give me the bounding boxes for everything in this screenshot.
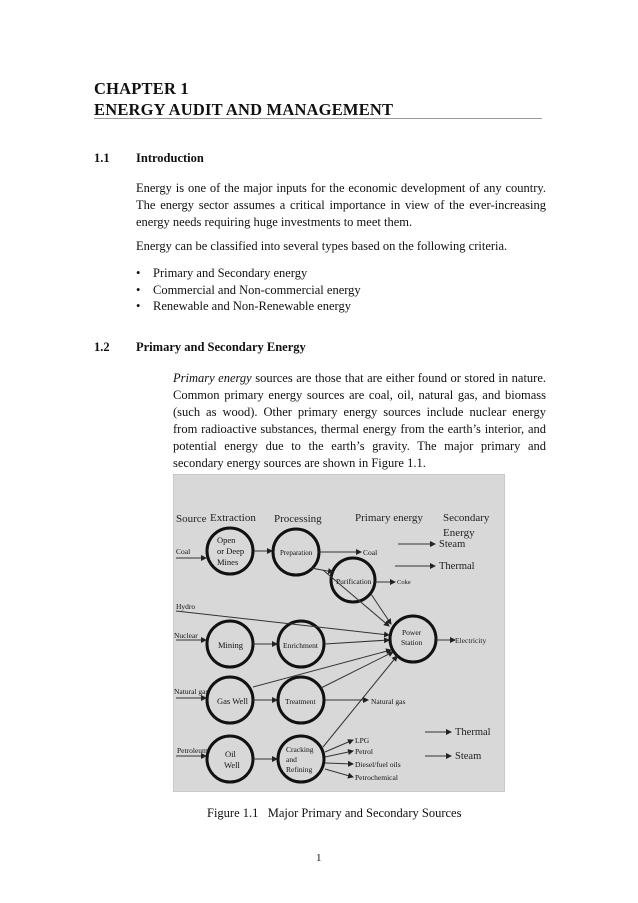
- label-purification: Purification: [336, 577, 372, 586]
- section-number: 1.1: [94, 151, 110, 165]
- source-petroleum: Petroleum: [177, 746, 208, 755]
- criteria-paragraph: Energy can be classified into several types based on the following criteria.: [136, 239, 508, 253]
- label-power: Power: [402, 628, 422, 637]
- energy-sources-figure: [173, 474, 505, 792]
- source-natural-gas: Natural gas: [174, 687, 209, 696]
- label-open: Open: [217, 535, 236, 545]
- list-item: • Commercial and Non-commercial energy: [136, 282, 361, 297]
- secondary-electricity: Electricity: [455, 636, 487, 645]
- figure-caption: Figure 1.1 Major Primary and Secondary Sources: [207, 806, 462, 820]
- primary-energy-paragraph: Primary energy sources are those that are either found or stored in nature. Common primary energy sources are coal, oil, natural gas, and biomass (such as wood). Other primary energy sources include nuclear energy from radioactive substances, thermal energy from the earth’s interior, and potential energy due to the earth’s gravity. The major primary and secondary energy sources are shown in Figure 1.1.: [173, 371, 546, 470]
- header-source: Source: [176, 513, 207, 525]
- source-hydro: Hydro: [176, 602, 196, 611]
- chapter-number: CHAPTER 1: [94, 79, 189, 98]
- label-preparation: Preparation: [280, 549, 313, 557]
- output-petrochemical: Petrochemical: [355, 773, 398, 782]
- secondary-thermal-2: Thermal: [455, 727, 491, 738]
- criteria-list: [136, 265, 361, 315]
- energy-flow-diagram: [173, 474, 505, 792]
- secondary-steam: Steam: [439, 539, 466, 550]
- secondary-steam-2: Steam: [455, 751, 482, 762]
- header-extraction: Extraction: [210, 512, 256, 524]
- output-petrol: Petrol: [355, 747, 373, 756]
- list-item: • Primary and Secondary energy: [136, 266, 308, 280]
- label-mines: Mines: [217, 557, 239, 567]
- label-cracking: Cracking: [286, 745, 314, 754]
- section-heading: Primary and Secondary Energy: [136, 340, 306, 354]
- label-treatment: Treatment: [285, 697, 316, 706]
- output-diesel: Diesel/fuel oils: [355, 760, 401, 769]
- label-and: and: [286, 755, 297, 764]
- header-secondary: Secondary: [443, 512, 490, 524]
- page-number: 1: [316, 852, 322, 864]
- output-lpg: LPG: [355, 736, 370, 745]
- label-gas-well: Gas Well: [217, 696, 249, 706]
- label-refining: Refining: [286, 765, 313, 774]
- header-processing: Processing: [274, 513, 322, 525]
- output-coke: Coke: [397, 579, 411, 586]
- term-primary-energy: Primary energy: [173, 371, 252, 385]
- label-station: Station: [401, 638, 423, 647]
- chapter-title: [94, 78, 393, 120]
- source-nuclear: Nuclear: [174, 631, 198, 640]
- title-divider: [94, 118, 542, 119]
- chapter-name: ENERGY AUDIT AND MANAGEMENT: [94, 100, 394, 119]
- list-item: • Renewable and Non-Renewable energy: [136, 299, 351, 313]
- label-oil: Oil: [225, 749, 236, 759]
- header-primary-energy: Primary energy: [355, 512, 423, 524]
- output-coal: Coal: [363, 548, 378, 557]
- label-mining: Mining: [218, 640, 244, 650]
- label-or-deep: or Deep: [217, 546, 245, 556]
- section-number: 1.2: [94, 340, 110, 354]
- intro-paragraph: Energy is one of the major inputs for the economic development of any country. The energy sector assumes a critical importance in view of the ever-increasing energy needs requiring huge investments to meet them.: [136, 181, 546, 229]
- label-well: Well: [224, 760, 240, 770]
- secondary-thermal: Thermal: [439, 561, 475, 572]
- label-enrichment: Enrichment: [283, 641, 318, 650]
- section-heading: Introduction: [136, 151, 204, 165]
- header-energy: Energy: [443, 527, 475, 539]
- source-coal: Coal: [176, 547, 191, 556]
- output-natural-gas: Natural gas: [371, 697, 406, 706]
